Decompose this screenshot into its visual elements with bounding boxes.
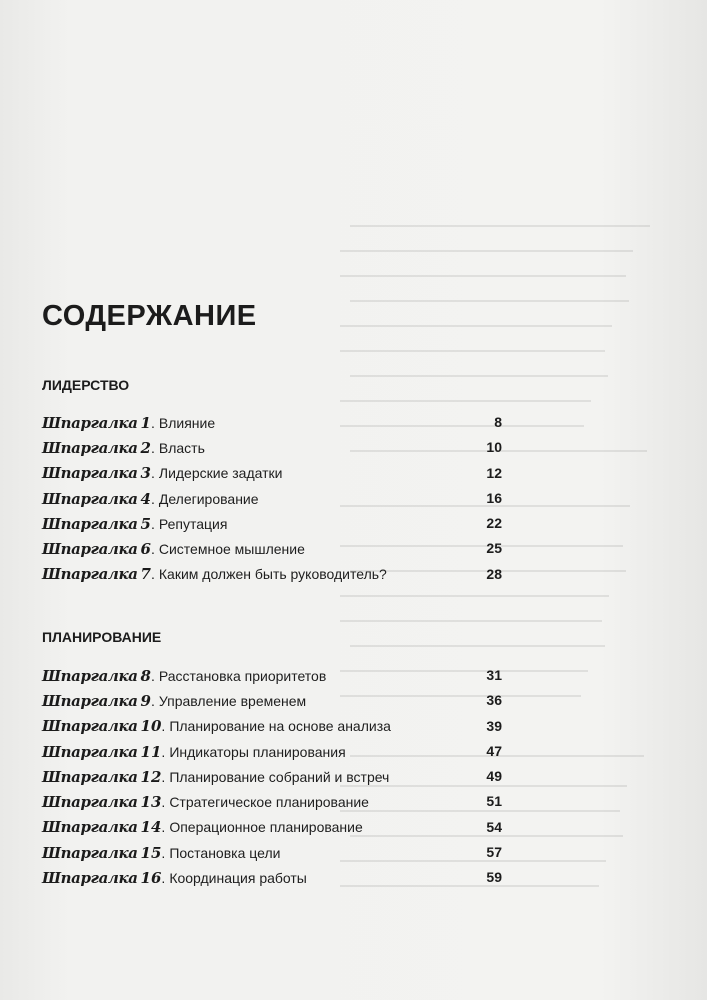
entry-title: Планирование на основе анализа (169, 718, 391, 735)
entry-page-number: 59 (486, 869, 502, 886)
entry-number: 4 (140, 489, 151, 508)
entry-page-number: 36 (486, 692, 502, 709)
entry-number: 2 (140, 438, 151, 457)
entry-title: Системное мышление (158, 541, 305, 558)
entry-number: 11 (140, 742, 162, 761)
entry-label: Шпаргалка (42, 691, 138, 710)
entry-number: 14 (140, 818, 162, 837)
entry-title: Лидерские задатки (158, 465, 283, 482)
entry-number: 12 (140, 767, 162, 786)
entry-dot: . (161, 794, 166, 811)
entry-label: Шпаргалка (42, 717, 138, 736)
entry-dot: . (150, 490, 155, 507)
toc-list-planning (42, 663, 502, 891)
toc-entry[interactable] (42, 739, 502, 764)
toc-entry[interactable] (42, 764, 502, 789)
entry-page-number: 47 (486, 742, 502, 759)
toc-list-leadership (42, 410, 502, 587)
entry-label: Шпаргалка (42, 843, 138, 862)
entry-number: 10 (140, 717, 162, 736)
entry-number: 15 (140, 843, 162, 862)
entry-dot: . (150, 465, 155, 482)
entry-page-number: 54 (486, 818, 502, 835)
entry-page-number: 8 (494, 414, 502, 430)
entry-label: Шпаргалка (42, 869, 138, 888)
entry-title: Постановка цели (169, 844, 281, 861)
entry-number: 16 (140, 869, 162, 888)
entry-label: Шпаргалка (42, 818, 138, 837)
entry-number: 5 (140, 514, 151, 533)
toc-entry[interactable] (42, 461, 502, 486)
entry-title: Операционное планирование (169, 819, 363, 836)
entry-label: Шпаргалка (42, 540, 138, 559)
show-through-line (340, 250, 633, 252)
toc-entry[interactable] (42, 410, 502, 435)
entry-page-number: 25 (486, 540, 502, 557)
entry-dot: . (161, 768, 166, 785)
show-through-line (350, 375, 608, 377)
entry-title: Индикаторы планирования (169, 743, 346, 760)
entry-dot: . (150, 439, 155, 456)
entry-title: Управление временем (158, 692, 307, 709)
entry-dot: . (150, 566, 155, 583)
entry-page-number: 31 (486, 667, 502, 683)
entry-title: Делегирование (158, 490, 259, 507)
show-through-line (340, 325, 612, 327)
entry-label: Шпаргалка (42, 666, 138, 685)
entry-page-number: 39 (486, 717, 502, 734)
entry-label: Шпаргалка (42, 413, 138, 432)
entry-dot: . (161, 718, 166, 735)
entry-page-number: 51 (486, 793, 502, 810)
entry-dot: . (150, 515, 155, 532)
entry-number: 8 (140, 666, 151, 685)
entry-number: 1 (140, 413, 151, 432)
show-through-line (340, 350, 605, 352)
entry-title: Власть (158, 439, 205, 456)
entry-label: Шпаргалка (42, 464, 138, 483)
section-title-planning: ПЛАНИРОВАНИЕ (42, 629, 162, 645)
entry-label: Шпаргалка (42, 438, 138, 457)
toc-entry[interactable] (42, 511, 502, 536)
entry-title: Расстановка приоритетов (158, 667, 327, 684)
show-through-line (340, 275, 626, 277)
entry-title: Планирование собраний и встреч (169, 768, 390, 785)
entry-page-number: 49 (486, 768, 502, 785)
toc-entry[interactable] (42, 663, 502, 688)
entry-label: Шпаргалка (42, 565, 138, 584)
entry-label: Шпаргалка (42, 514, 138, 533)
entry-title: Каким должен быть руководитель? (158, 566, 387, 583)
entry-title: Влияние (158, 414, 216, 431)
toc-entry[interactable] (42, 688, 502, 713)
entry-dot: . (150, 692, 155, 709)
entry-number: 3 (140, 464, 151, 483)
page-title: СОДЕРЖАНИЕ (42, 300, 257, 332)
entry-page-number: 16 (486, 489, 502, 506)
entry-page-number: 12 (486, 464, 502, 481)
show-through-line (340, 400, 591, 402)
entry-page-number: 57 (486, 844, 502, 861)
show-through-line (350, 645, 605, 647)
toc-entry[interactable] (42, 536, 502, 561)
entry-dot: . (161, 844, 166, 861)
show-through-line (340, 620, 602, 622)
entry-label: Шпаргалка (42, 742, 138, 761)
section-title-leadership: ЛИДЕРСТВО (42, 377, 130, 393)
entry-dot: . (150, 541, 155, 558)
entry-number: 9 (140, 691, 151, 710)
toc-entry[interactable] (42, 486, 502, 511)
toc-entry[interactable] (42, 562, 502, 587)
entry-label: Шпаргалка (42, 489, 138, 508)
entry-label: Шпаргалка (42, 793, 138, 812)
toc-entry[interactable] (42, 435, 502, 460)
entry-title: Репутация (158, 515, 228, 532)
entry-dot: . (150, 414, 155, 431)
entry-dot: . (161, 743, 166, 760)
show-through-line (340, 595, 609, 597)
toc-entry[interactable] (42, 815, 502, 840)
entry-title: Координация работы (169, 870, 307, 887)
toc-entry[interactable] (42, 865, 502, 890)
entry-dot: . (150, 667, 155, 684)
toc-entry[interactable] (42, 714, 502, 739)
entry-page-number: 10 (486, 439, 502, 456)
toc-entry[interactable] (42, 789, 502, 814)
entry-page-number: 28 (486, 565, 502, 582)
entry-title: Стратегическое планирование (169, 794, 369, 811)
entry-number: 13 (140, 793, 162, 812)
entry-number: 6 (140, 540, 151, 559)
entry-number: 7 (140, 565, 151, 584)
show-through-line (350, 225, 650, 227)
entry-dot: . (161, 819, 166, 836)
entry-label: Шпаргалка (42, 767, 138, 786)
show-through-line (350, 300, 629, 302)
entry-dot: . (161, 870, 166, 887)
entry-page-number: 22 (486, 515, 502, 532)
toc-entry[interactable] (42, 840, 502, 865)
